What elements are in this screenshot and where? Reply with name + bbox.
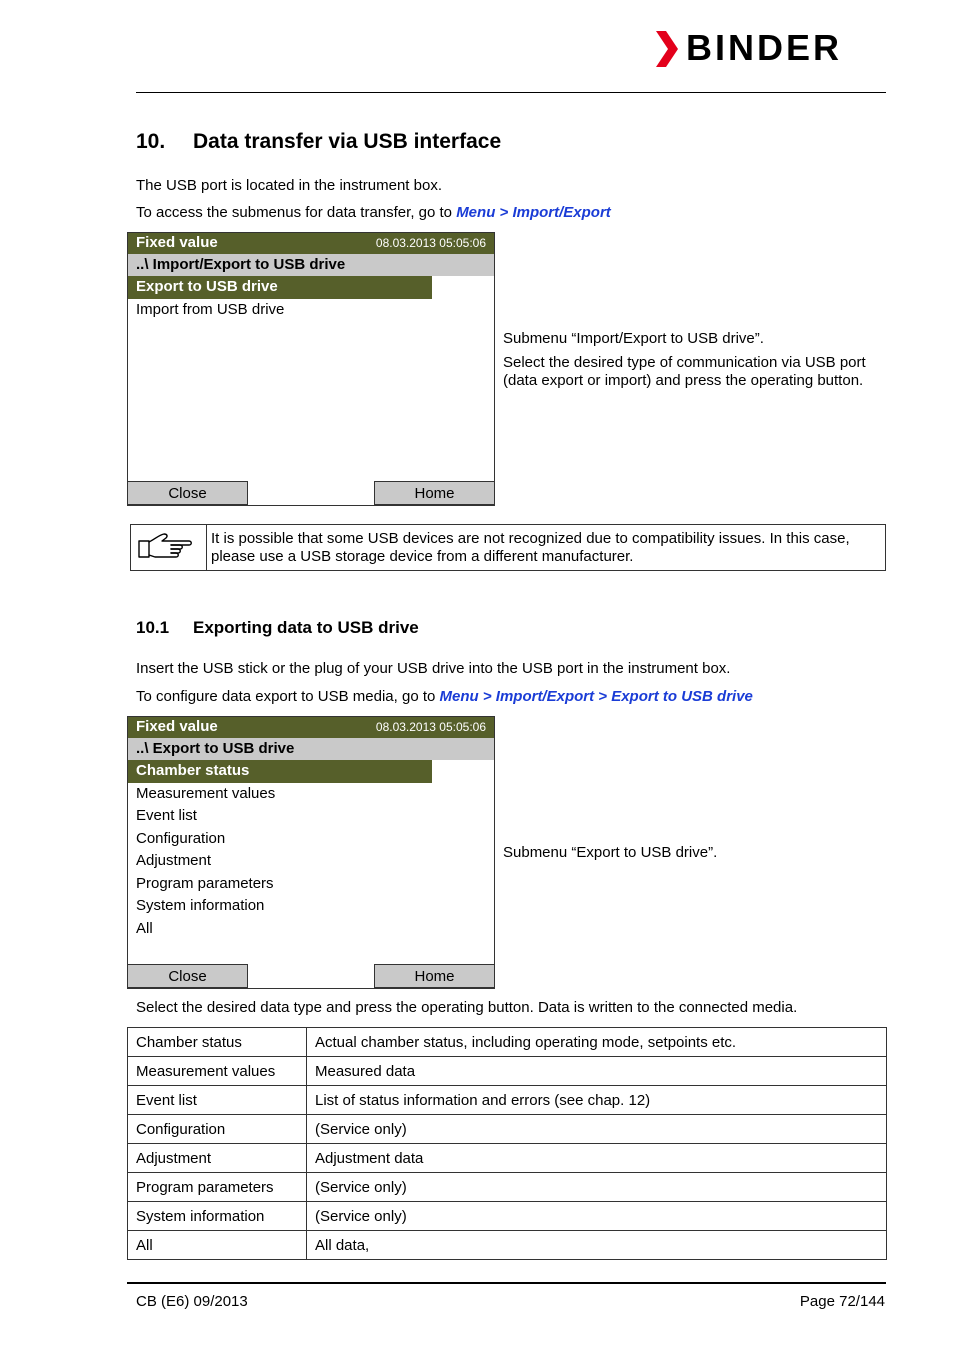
close-button[interactable]: Close bbox=[127, 481, 248, 505]
subsection-intro-2: To configure data export to USB media, go to Menu > Import/Export > Export to USB drive bbox=[136, 688, 753, 705]
menu-item-import-from-usb[interactable]: Import from USB drive bbox=[136, 300, 285, 318]
pointing-hand-icon bbox=[131, 525, 207, 570]
screen-path: ..\ Import/Export to USB drive bbox=[128, 254, 494, 276]
table-row: All All data, bbox=[128, 1231, 887, 1260]
section-intro-1: The USB port is located in the instrument box. bbox=[136, 177, 442, 194]
menu-item-all[interactable]: All bbox=[136, 919, 153, 937]
data-type-instruction: Select the desired data type and press the operating button. Data is written to the connected media. bbox=[136, 999, 798, 1016]
controller-screen-import-export bbox=[127, 232, 495, 506]
table-row: Measurement values Measured data bbox=[128, 1057, 887, 1086]
footer-divider bbox=[127, 1282, 886, 1284]
menu-item-system-information[interactable]: System information bbox=[136, 897, 265, 914]
table-row: Program parameters (Service only) bbox=[128, 1173, 887, 1202]
screen2-caption: Submenu “Export to USB drive”. bbox=[503, 844, 718, 861]
table-row: Event list List of status information and errors (see chap. 12) bbox=[128, 1086, 887, 1115]
menu-item-configuration[interactable]: Configuration bbox=[136, 829, 226, 847]
table-row: Chamber status Actual chamber status, including operating mode, setpoints etc. bbox=[128, 1028, 887, 1057]
menu-path-link[interactable]: Menu > Import/Export > Export to USB drive bbox=[439, 688, 753, 705]
menu-item-program-parameters[interactable]: Program parameters bbox=[136, 874, 274, 892]
brand-logo: BINDER bbox=[686, 27, 843, 68]
screen-datetime: 08.03.2013 05:05:06 bbox=[375, 720, 486, 734]
data-type-table bbox=[127, 1027, 887, 1260]
screen-datetime: 08.03.2013 05:05:06 bbox=[375, 236, 486, 250]
menu-item-event-list[interactable]: Event list bbox=[136, 807, 197, 824]
menu-item-adjustment[interactable]: Adjustment bbox=[136, 852, 212, 869]
section-heading: 10. Data transfer via USB interface bbox=[136, 130, 502, 153]
menu-item-measurement-values[interactable]: Measurement values bbox=[136, 784, 276, 802]
screen1-caption: Submenu “Import/Export to USB drive”. Select the desired type of communication via USB port (data export or import) and press the operating button. bbox=[503, 330, 866, 389]
binder-logo-icon bbox=[654, 31, 682, 67]
section-intro-2: To access the submenus for data transfer, go to Menu > Import/Export bbox=[136, 204, 611, 221]
screen-title-bar bbox=[128, 717, 494, 738]
menu-item-chamber-status[interactable]: Chamber status bbox=[128, 760, 432, 783]
screen-mode-label: Fixed value bbox=[136, 234, 218, 251]
table-row: Configuration (Service only) bbox=[128, 1115, 887, 1144]
controller-screen-export bbox=[127, 716, 495, 989]
header-divider bbox=[136, 92, 886, 93]
footer-page-number: Page 72/144 bbox=[799, 1293, 885, 1310]
home-button[interactable]: Home bbox=[374, 481, 495, 505]
subsection-heading: 10.1 Exporting data to USB drive bbox=[136, 618, 419, 637]
home-button[interactable]: Home bbox=[374, 964, 495, 988]
screen-title-bar bbox=[128, 233, 494, 254]
close-button[interactable]: Close bbox=[127, 964, 248, 988]
screen-path: ..\ Export to USB drive bbox=[128, 738, 494, 760]
note-box bbox=[130, 524, 886, 571]
screen-mode-label: Fixed value bbox=[136, 718, 218, 735]
footer-doc-id: CB (E6) 09/2013 bbox=[136, 1293, 248, 1310]
note-text: It is possible that some USB devices are not recognized due to compatibility issues. In this case, please use a USB storage device from a different manufacturer. bbox=[211, 530, 850, 565]
menu-path-link[interactable]: Menu > Import/Export bbox=[456, 204, 611, 221]
table-row: Adjustment Adjustment data bbox=[128, 1144, 887, 1173]
menu-item-export-to-usb[interactable]: Export to USB drive bbox=[128, 276, 432, 299]
table-row: System information (Service only) bbox=[128, 1202, 887, 1231]
subsection-intro-1: Insert the USB stick or the plug of your USB drive into the USB port in the instrument box. bbox=[136, 660, 731, 677]
